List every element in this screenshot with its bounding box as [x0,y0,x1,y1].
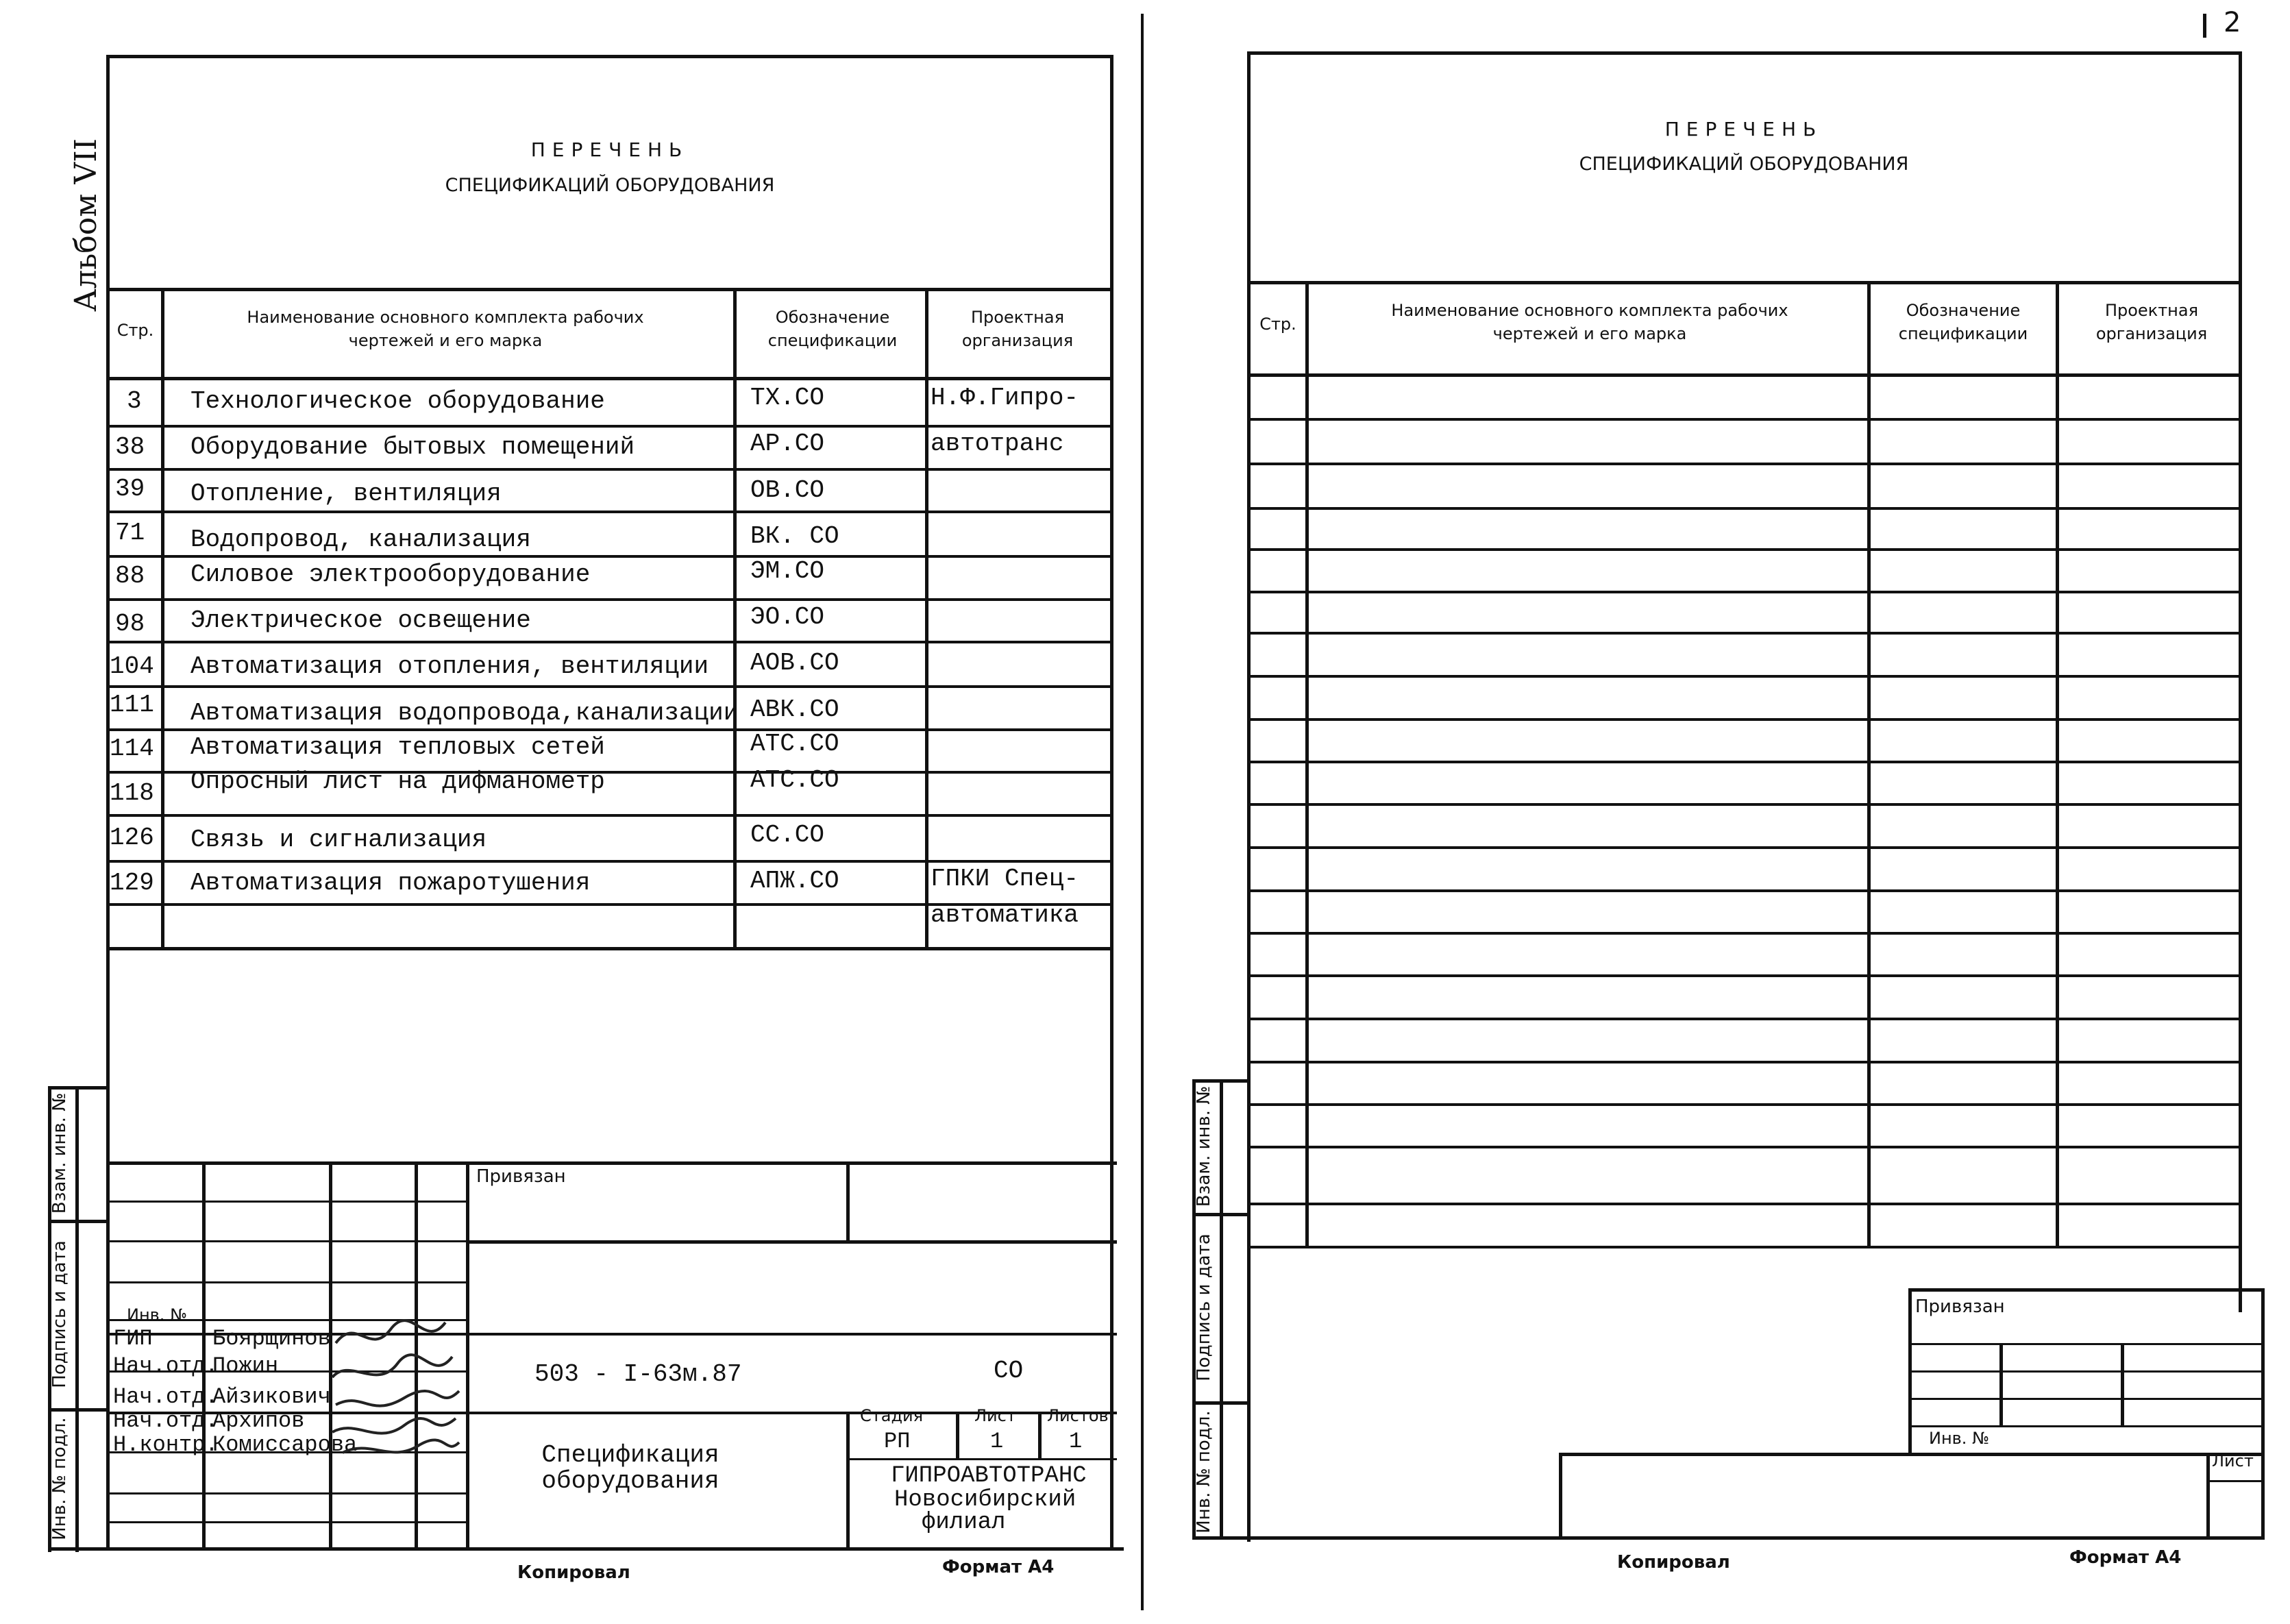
table-row-page: 111 [110,691,154,719]
album-label: Альбом VII [69,138,103,312]
right-side-podpis: Подпись и дата [1194,1233,1214,1381]
table-row-code: ЭО.СО [750,603,825,631]
right-inv-no-label: Инв. № [1929,1429,1990,1448]
right-header-code: Обозначение спецификации [1898,301,2028,343]
table-row-code: АВК.СО [750,696,839,724]
table-row-name: Водопровод, канализация [190,526,531,554]
left-doc-code: 503 - I-63м.87 [534,1360,742,1388]
table-row-code: СС.СО [750,821,825,849]
left-format: Формат А4 [942,1557,1055,1577]
table-row-name: Автоматизация пожаротушения [190,869,591,897]
table-row-org: Н.Ф.Гипро- [931,384,1079,412]
right-sheet-label: Лист [2212,1451,2254,1471]
table-row-code: АПЖ.СО [750,867,839,895]
right-title-line1: ПЕРЕЧЕНЬ [1664,118,1823,140]
stamp-role: Нач.отд. [113,1408,219,1434]
table-row-code: ЭМ.СО [750,557,825,585]
table-row-org: автоматика [931,901,1079,929]
stamp-name: Комиссарова [212,1432,358,1457]
left-title-line1: ПЕРЕЧЕНЬ [530,138,689,161]
stamp-name: Боярщинов [212,1326,331,1351]
stage-value: РП [884,1429,911,1454]
left-header-org: Проектная организация [961,308,1074,350]
stamp-role: ГИП [113,1326,153,1351]
table-row-code: ВК. СО [750,522,839,550]
table-row-page: 39 [115,475,145,503]
left-copied: Копировал [517,1562,630,1583]
org-line1: ГИПРОАВТОТРАНС [891,1463,1087,1489]
right-header-name: Наименование основного комплекта рабочих чертежей и его марка [1391,301,1788,343]
table-row-code: ОВ.СО [750,476,825,504]
right-header-org: Проектная организация [2095,301,2208,343]
table-row-org: автотранс [931,430,1064,458]
left-inv-no-label: Инв. № [127,1305,188,1325]
left-side-inv: Инв. № подл. [49,1417,70,1540]
sheet-label: Лист [974,1406,1016,1425]
left-doc-title: Спецификация оборудования [541,1441,719,1495]
right-copied: Копировал [1617,1552,1730,1573]
table-row-name: Электрическое освещение [190,606,531,635]
table-row-page: 104 [110,652,154,680]
right-privyazan-label: Привязан [1915,1296,2005,1317]
table-row-code: АОВ.СО [750,649,839,677]
left-privyazan-label: Привязан [476,1166,566,1187]
stamp-name: Архипов [212,1408,305,1434]
right-header-page: Стр. [1259,315,1296,334]
signatures-drawing [329,1316,466,1466]
left-header-code: Обозначение спецификации [767,308,898,350]
right-side-inv: Инв. № подл. [1194,1410,1214,1534]
stamp-role: Нач.отд. [113,1353,219,1379]
table-row-code: АР.СО [750,430,825,458]
table-row-page: 38 [115,433,145,461]
table-row-name: Автоматизация отопления, вентиляции [190,652,709,680]
table-row-name: Автоматизация тепловых сетей [190,733,605,761]
table-row-name: Оборудование бытовых помещений [190,433,635,461]
org-line2: Новосибирский [894,1487,1076,1513]
table-row-page: 98 [115,610,145,638]
stamp-role: Н.контр. [113,1432,219,1457]
left-side-vzam: Взам. инв. № [49,1092,70,1214]
left-side-podpis: Подпись и дата [49,1240,70,1388]
table-row-name: Автоматизация водопровода,канализации [190,699,739,727]
sheet-value: 1 [990,1429,1004,1454]
table-row-page: 88 [115,562,145,590]
stage-label: Стадия [860,1406,924,1425]
table-row-name: Силовое электрооборудование [190,561,591,589]
table-row-page: 114 [110,735,154,763]
stamp-name: Пожин [212,1353,279,1379]
table-row-name: Отопление, вентиляция [190,480,502,508]
table-row-code: АТС.СО [750,766,839,794]
left-header-name: Наименование основного комплекта рабочих чертежей и его марка [247,308,644,350]
left-doc-mark: СО [994,1357,1024,1385]
table-row-page: 3 [127,387,142,415]
table-row-page: 126 [110,824,154,852]
right-side-vzam: Взам. инв. № [1194,1085,1214,1207]
sheets-label: Листов [1047,1406,1109,1425]
stamp-name: Айзикович [212,1384,331,1410]
table-row-page: 71 [115,519,145,547]
page-number: 2 [2224,7,2241,38]
table-row-name: Опросный лист на дифманометр [190,767,605,796]
left-header-page: Стр. [116,321,154,340]
table-row-code: ТХ.СО [750,384,825,412]
org-line3: филиал [922,1510,1006,1536]
stamp-role: Нач.отд. [113,1384,219,1410]
table-row-code: АТС.СО [750,730,839,758]
sheets-value: 1 [1069,1429,1083,1454]
left-title-line2: СПЕЦИФИКАЦИЙ ОБОРУДОВАНИЯ [445,175,775,196]
table-row-name: Технологическое оборудование [190,387,605,415]
table-row-org: ГПКИ Спец- [931,865,1079,893]
table-row-page: 129 [110,869,154,897]
table-row-page: 118 [110,779,154,807]
right-format: Формат А4 [2069,1547,2182,1568]
right-title-line2: СПЕЦИФИКАЦИЙ ОБОРУДОВАНИЯ [1579,153,1909,175]
table-row-name: Связь и сигнализация [190,826,487,854]
